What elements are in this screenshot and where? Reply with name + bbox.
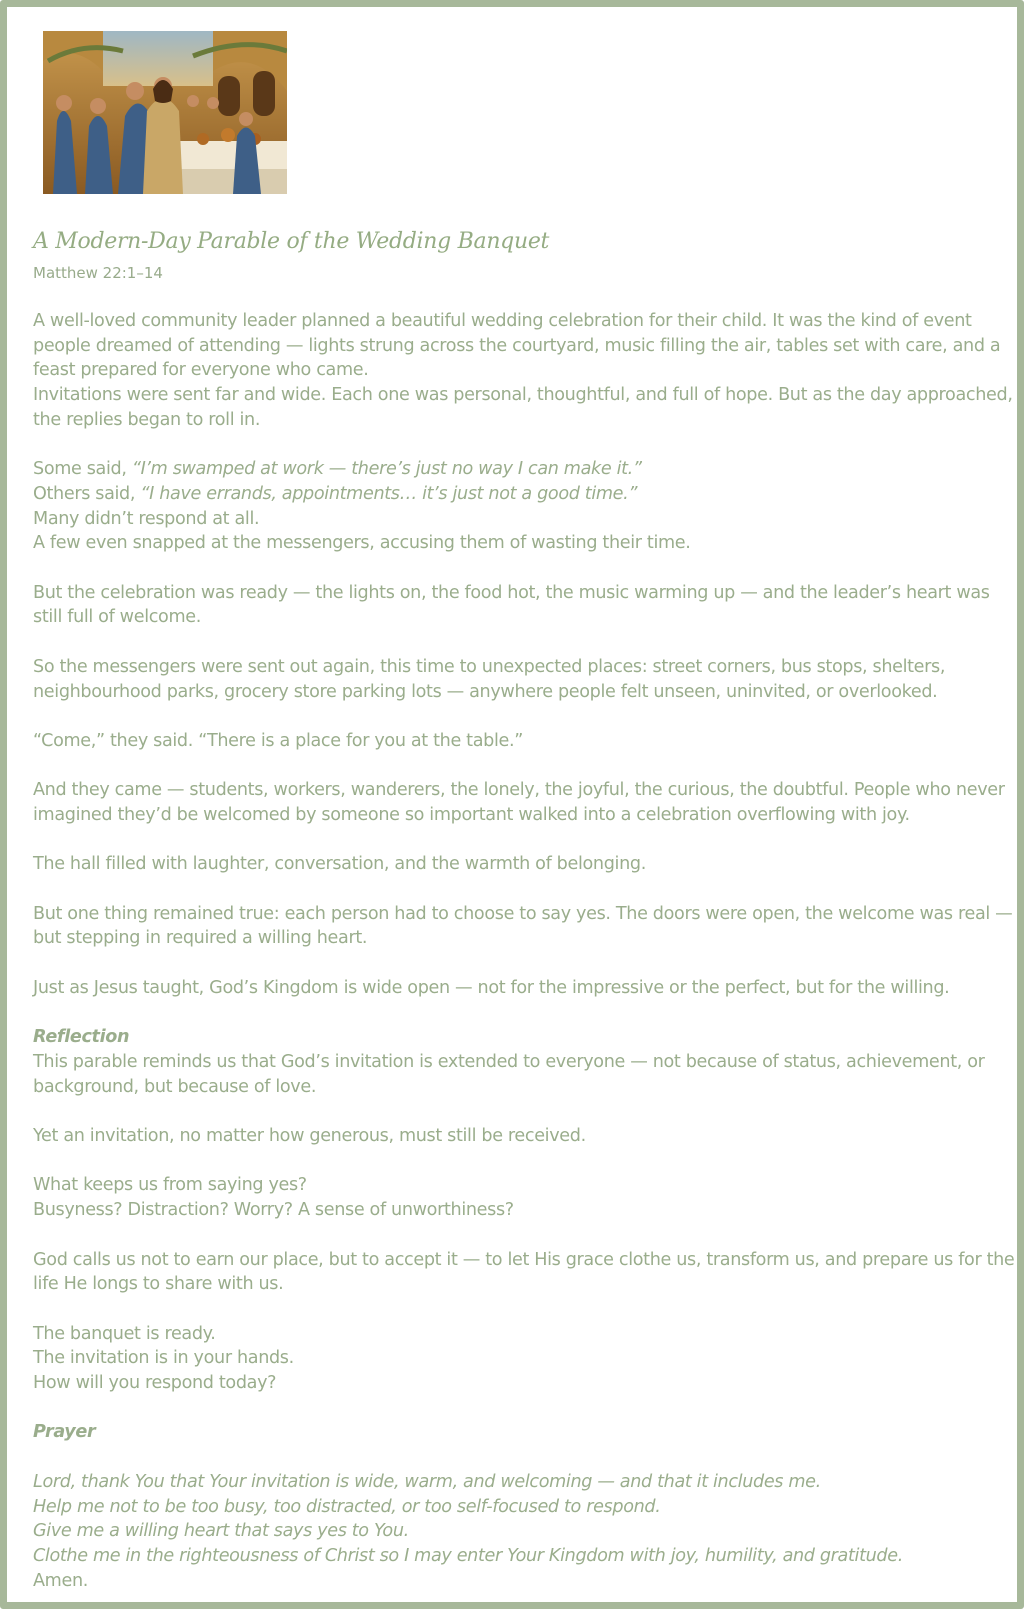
story-paragraph: And they came — students, workers, wanderers, the lonely, the joyful, the curious, the doubtful. People who never imagined they’d be welcomed by someone so important walked into a celebration overflowing with joy. [33, 780, 1005, 825]
story-line [33, 482, 1018, 507]
story-paragraph: But one thing remained true: each person had to choose to say yes. The doors were open, the welcome was real — but stepping in required a willing heart. [33, 903, 1013, 949]
article-body [33, 309, 1018, 1593]
scripture-reference: Matthew 22:1–14 [33, 264, 163, 282]
prayer-line: Clothe me in the righteousness of Christ so I may enter Your Kingdom with joy, humility, and gratitude. [33, 1545, 903, 1566]
story-paragraph: Invitations were sent far and wide. Each one was personal, thoughtful, and full of hope. But as the day approached, the replies began to roll in. [33, 385, 1013, 430]
reflection-line: The banquet is ready. [33, 1323, 216, 1344]
reflection-paragraph: Yet an invitation, no matter how generous, must still be received. [33, 1126, 586, 1147]
quote: “I have errands, appointments… it’s just not a good time.” [140, 483, 638, 504]
quote: “I’m swamped at work — there’s just no way I can make it.” [131, 459, 642, 480]
story-paragraph: So the messengers were sent out again, this time to unexpected places: street corners, bus stops, shelters, neighbourhood parks, grocery store parking lots — anywhere people felt unseen, uninvited, or overlooked. [33, 656, 946, 702]
reflection-line: The invitation is in your hands. [33, 1348, 294, 1369]
prayer-line: Lord, thank You that Your invitation is wide, warm, and welcoming — and that it includes me. [33, 1471, 821, 1492]
story-paragraph: But the celebration was ready — the lights on, the food hot, the music warming up — and the leader’s heart was still full of welcome. [33, 582, 990, 628]
prayer-amen: Amen. [33, 1570, 88, 1591]
story-paragraph: “Come,” they said. “There is a place for you at the table.” [33, 730, 523, 751]
reflection-line: How will you respond today? [33, 1373, 277, 1394]
reflection-paragraph: God calls us not to earn our place, but to accept it — to let His grace clothe us, transform us, and prepare us for the life He longs to share with us. [33, 1249, 1015, 1295]
story-paragraph: Just as Jesus taught, God’s Kingdom is wide open — not for the impressive or the perfect, but for the willing. [33, 977, 950, 998]
line-prefix: Some said, [33, 459, 132, 480]
banquet-painting-image [43, 31, 287, 194]
story-paragraph: The hall filled with laughter, conversation, and the warmth of belonging. [33, 854, 646, 875]
prayer-line: Help me not to be too busy, too distracted, or too self-focused to respond. [33, 1496, 661, 1517]
story-line: Many didn’t respond at all. [33, 508, 260, 529]
prayer-line: Give me a willing heart that says yes to You. [33, 1521, 409, 1542]
prayer-heading: Prayer [33, 1422, 96, 1443]
reflection-heading: Reflection [33, 1027, 130, 1048]
story-line: A few even snapped at the messengers, accusing them of wasting their time. [33, 533, 691, 554]
story-paragraph: A well-loved community leader planned a beautiful wedding celebration for their child. It was the kind of event people dreamed of attending — lights strung across the courtyard, music filling the air, tables set with care, and a feast prepared for everyone who came. [33, 311, 1001, 381]
line-prefix: Others said, [33, 483, 141, 504]
page-title: A Modern-Day Parable of the Wedding Banquet [33, 229, 550, 254]
story-line [33, 457, 1018, 482]
reflection-line: Busyness? Distraction? Worry? A sense of unworthiness? [33, 1200, 514, 1221]
reflection-paragraph: This parable reminds us that God’s invitation is extended to everyone — not because of status, achievement, or background, but because of love. [33, 1051, 985, 1097]
reflection-line: What keeps us from saying yes? [33, 1175, 307, 1196]
